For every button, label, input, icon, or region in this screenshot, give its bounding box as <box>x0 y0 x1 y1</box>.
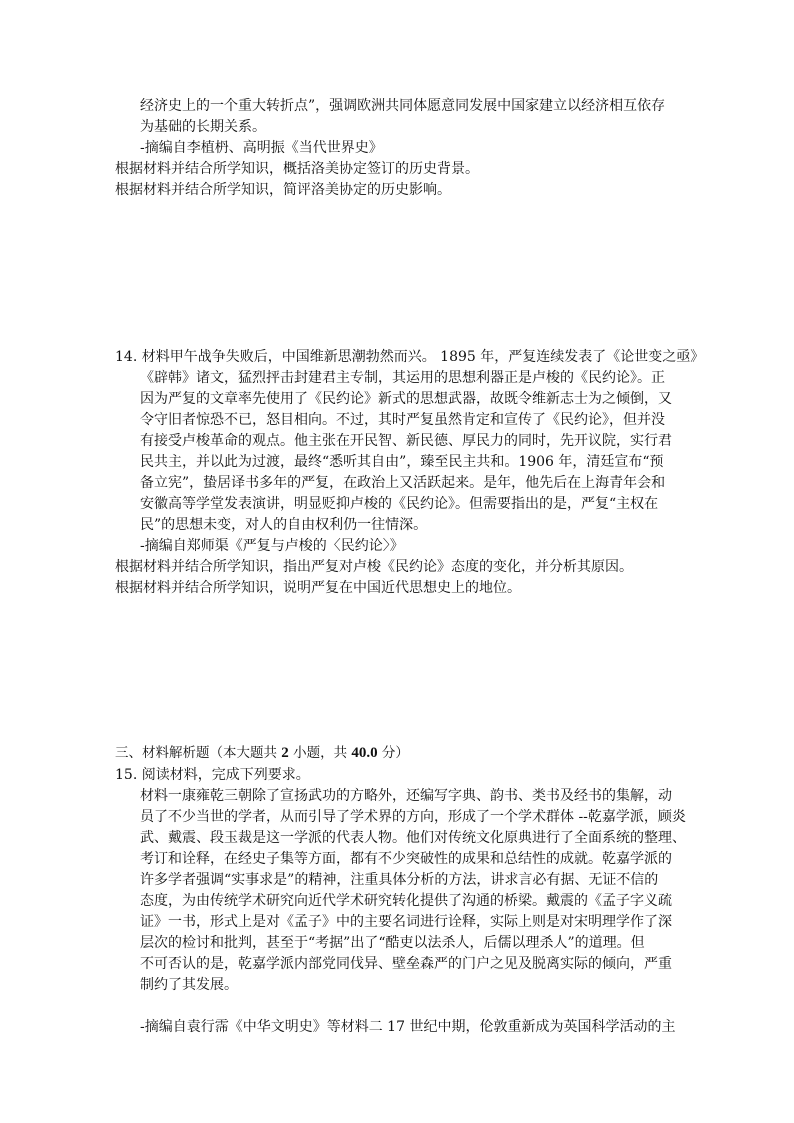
q14-line-1: 14. 材料甲午战争失败后，中国维新思潮勃然而兴。 1895 年，严复连续发表了《论世变之亟》 <box>115 349 705 365</box>
q13-task-1: 根据材料并结合所学知识，概括洛美协定签订的历史背景。 <box>115 161 479 177</box>
q13-source: -摘编自李植枬、高明振《当代世界史》 <box>140 140 383 156</box>
q13-material-line-2: 为基础的长期关系。 <box>140 119 266 135</box>
q14-line-6: 民共主，并以此为过渡，最终“悉听其自由”，臻至民主共和。1906 年，清廷宣布“预 <box>140 454 664 470</box>
q15-intro: 15. 阅读材料，完成下列要求。 <box>115 767 310 783</box>
q15-line-3: 武、戴震、段玉裁是这一学派的代表人物。他们对传统文化原典进行了全面系统的整理、 <box>140 830 686 846</box>
section-3-prefix: 三、材料解析题（本大题共 <box>115 745 282 761</box>
q14-source: -摘编自郑师渠《严复与卢梭的〈民约论〉》 <box>140 538 404 554</box>
q14-line-9: 民”的思想未变，对人的自由权利仍一往情深。 <box>140 517 428 533</box>
section-3-count: 2 <box>281 745 289 761</box>
q15-line-1: 材料一康雍乾三朝除了宣扬武功的方略外，还编写字典、韵书、类书及经书的集解，动 <box>140 788 672 804</box>
q14-line-3: 因为严复的文章率先使用了《民约论》新式的思想武器，故既令维新志士为之倾倒，又 <box>140 391 672 407</box>
q14-task-2: 根据材料并结合所学知识，说明严复在中国近代思想史上的地位。 <box>115 580 521 596</box>
q15-line-7: 证》一书，形式上是对《孟子》中的主要名词进行诠释，实际上则是对宋明理学作了深 <box>140 914 672 930</box>
q14-line-8: 安徽高等学堂发表演讲，明显贬抑卢梭的《民约论》。但需要指出的是，严复“主权在 <box>140 496 659 512</box>
q13-task-2: 根据材料并结合所学知识，简评洛美协定的历史影响。 <box>115 182 451 198</box>
q15-line-10: 制约了其发展。 <box>140 977 238 993</box>
q15-source: -摘编自袁行霈《中华文明史》等材料二 17 世纪中期，伦敦重新成为英国科学活动的主 <box>140 1019 676 1035</box>
q15-line-2: 员了不少当世的学者，从而引导了学术界的方向，形成了一个学术群体 --乾嘉学派，顾炎 <box>140 809 686 825</box>
section-3-score: 40.0 <box>351 745 378 761</box>
section-3-heading <box>115 744 409 763</box>
q13-material-line-1: 经济史上的一个重大转折点”，强调欧洲共同体愿意同发展中国家建立以经济相互依存 <box>140 98 666 114</box>
section-3-suffix: 分） <box>377 745 409 761</box>
q15-line-9: 不可否认的是，乾嘉学派内部党同伐异、壁垒森严的门户之见及脱离实际的倾向，严重 <box>140 956 672 972</box>
q14-line-5: 有接受卢梭革命的观点。他主张在开民智、新民德、厚民力的同时，先开议院，实行君 <box>140 433 672 449</box>
q14-line-7: 备立宪”，蛰居译书多年的严复，在政治上又活跃起来。是年，他先后在上海青年会和 <box>140 475 666 491</box>
q15-line-4: 考订和诠释，在经史子集等方面，都有不少突破性的成果和总结性的成就。乾嘉学派的 <box>140 851 672 867</box>
section-3-middle: 小题，共 <box>288 745 352 761</box>
q14-line-4: 令守旧者惊恐不已，怒目相向。不过，其时严复虽然肯定和宣传了《民约论》，但并没 <box>140 412 665 428</box>
q14-task-1: 根据材料并结合所学知识，指出严复对卢梭《民约论》态度的变化，并分析其原因。 <box>115 559 633 575</box>
q15-line-6: 态度，为由传统学术研究向近代学术研究转化提供了沟通的桥梁。戴震的《孟子字义疏 <box>140 893 672 909</box>
q15-line-5: 许多学者强调“实事求是”的精神，注重具体分析的方法，讲求言必有据、无证不信的 <box>140 872 659 888</box>
q15-line-8: 层次的检讨和批判，甚至于“考据”出了“酷吏以法杀人，后儒以理杀人”的道理。但 <box>140 935 645 951</box>
q14-line-2: 《辟韩》诸文，猛烈抨击封建君主专制，其运用的思想利器正是卢梭的《民约论》。正 <box>140 370 665 386</box>
